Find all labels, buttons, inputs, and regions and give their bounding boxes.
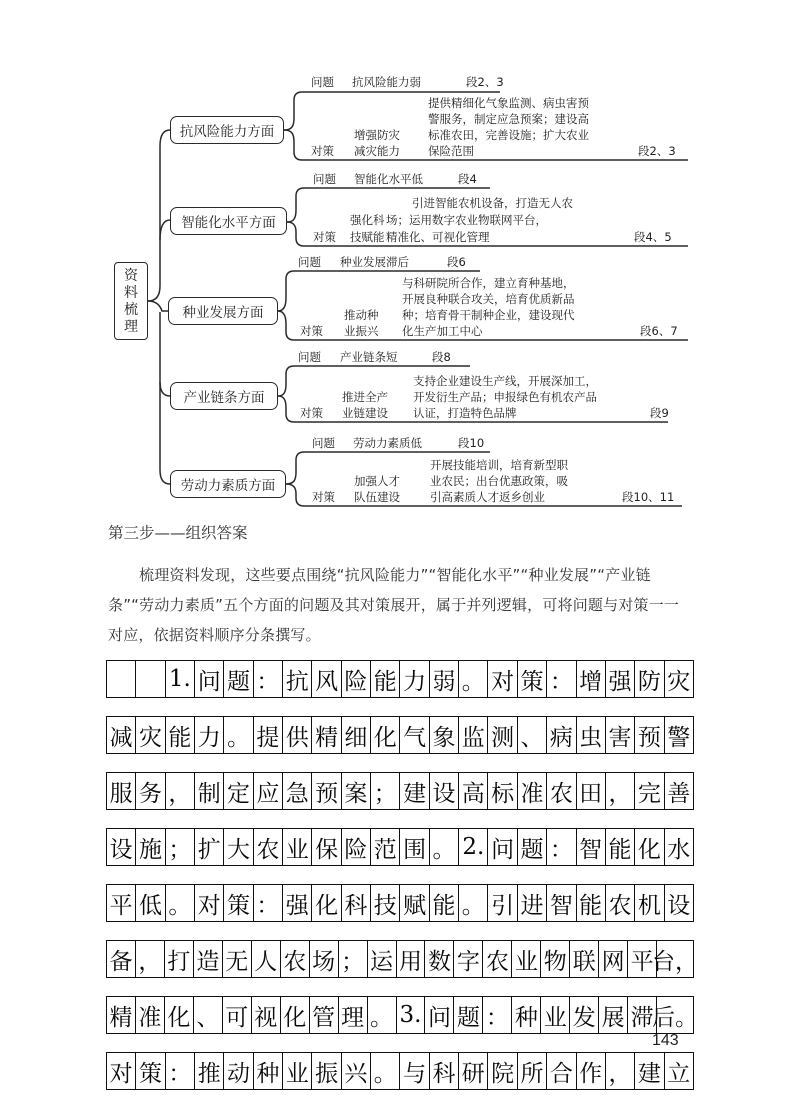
grid-cell: 化 [635, 829, 664, 865]
problem-tag-5: 问题 [312, 436, 335, 450]
measure-5-line-2: 队伍建设 [354, 490, 400, 504]
grid-cell: 台， [657, 941, 694, 977]
detail-1-line-3: 标准农田，完善设施；扩大农业 [428, 128, 589, 142]
grid-cell: 种 [254, 1053, 283, 1089]
grid-cell: 扩 [195, 829, 224, 865]
aspect-box-1: 抗风险能力方面 [170, 116, 284, 144]
grid-cell: 发 [570, 997, 599, 1033]
grid-cell: 推 [195, 1053, 224, 1089]
grid-cell: 精 [312, 717, 341, 753]
grid-cell: 智 [547, 885, 576, 921]
grid-cell: 用 [397, 941, 426, 977]
connector-root-branch-1 [148, 130, 170, 301]
grid-cell: 抗 [283, 661, 312, 697]
grid-cell: 害 [606, 717, 635, 753]
grid-cell: 化 [165, 997, 194, 1033]
grid-row [106, 996, 698, 1034]
measure-tag-1: 对策 [311, 144, 334, 158]
grid-cell: 滞 [628, 997, 657, 1033]
grid-cell: 理 [339, 997, 368, 1033]
grid-cell: 种 [512, 997, 541, 1033]
grid-cell: 备 [107, 941, 136, 977]
measure-tag-4: 对策 [300, 406, 323, 420]
grid-cell: ； [339, 941, 368, 977]
grid-cell: 题 [454, 997, 483, 1033]
grid-cell: 。 [459, 661, 488, 697]
grid-cell: 弱 [430, 661, 459, 697]
aspect-box-2: 智能化水平方面 [170, 207, 287, 235]
grid-cell: 能 [166, 717, 195, 753]
measure-tag-3: 对策 [300, 324, 323, 338]
grid-cell: 强 [606, 661, 635, 697]
aspect-box-3: 种业发展方面 [168, 297, 278, 325]
measure-1-line-2: 减灾能力 [354, 144, 400, 158]
grid-cell: 对 [488, 661, 517, 697]
grid-cell: 提 [254, 717, 283, 753]
grid-cell: 建 [400, 773, 429, 809]
problem-tag-3: 问题 [298, 255, 321, 269]
grid-cell: 业 [512, 941, 541, 977]
step-heading: 第三步——组织答案 [108, 524, 248, 542]
summary-paragraph: 梳理资料发现，这些要点围绕“抗风险能力”“智能化水平”“种业发展”“产业链条”“劳动力素质”五个方面的问题及其对策展开，属于并列逻辑，可将问题与对策一一对应，依据资料顺序分条撰写。 [108, 566, 680, 644]
grid-cell: 进 [518, 885, 547, 921]
grid-row [106, 884, 694, 922]
problem-ref-1: 段2、3 [466, 75, 504, 89]
grid-cell: 。 [166, 885, 195, 921]
grid-cell: 建 [635, 1053, 664, 1089]
detail-ref-3: 段6、7 [640, 324, 678, 338]
grid-row [106, 828, 694, 866]
grid-row [106, 660, 694, 698]
grid-cell: 能 [371, 661, 400, 697]
measure-3-line-1: 推动种 [344, 308, 379, 322]
grid-cell: 农 [547, 773, 576, 809]
grid-cell: 预 [312, 773, 341, 809]
aspect-box-5: 劳动力素质方面 [170, 470, 286, 498]
grid-cell: 展 [599, 997, 628, 1033]
grid-cell: 病 [547, 717, 576, 753]
grid-cell: 、 [518, 717, 547, 753]
grid-cell: ； [371, 773, 400, 809]
grid-cell: 业 [283, 829, 312, 865]
grid-cell: 力 [195, 717, 224, 753]
measure-2-line-2: 技赋能 [350, 230, 385, 244]
grid-cell: 精 [107, 997, 136, 1033]
grid-cell [136, 661, 165, 697]
problem-text-3: 种业发展滞后 [340, 255, 409, 269]
grid-cell: 警 [665, 717, 694, 753]
grid-cell: 科 [342, 885, 371, 921]
grid-cell: 准 [518, 773, 547, 809]
detail-5-line-1: 开展技能培训，培育新型职 [430, 458, 568, 472]
grid-cell: 数 [425, 941, 454, 977]
grid-cell: 虫 [577, 717, 606, 753]
grid-cell: 灾 [665, 661, 694, 697]
grid-row [106, 772, 694, 810]
grid-cell: 2. [459, 829, 488, 865]
grid-cell: 视 [252, 997, 281, 1033]
grid-cell: 院 [488, 1053, 517, 1089]
grid-cell: ： [254, 885, 283, 921]
detail-ref-2: 段4、5 [634, 230, 672, 244]
detail-2-line-2: 场；运用数字农业物联网平台， [386, 213, 547, 227]
grid-cell: 应 [254, 773, 283, 809]
grid-cell: 智 [577, 829, 606, 865]
grid-cell: 题 [518, 829, 547, 865]
grid-cell: 力 [400, 661, 429, 697]
grid-cell: 网 [599, 941, 628, 977]
grid-cell: 险 [342, 829, 371, 865]
grid-cell: 制 [195, 773, 224, 809]
grid-cell: 低 [136, 885, 165, 921]
detail-5-line-3: 引高素质人才返乡创业 [430, 490, 545, 504]
problem-tag-2: 问题 [313, 172, 336, 186]
problem-tag-1: 问题 [311, 75, 334, 89]
grid-cell: 作 [577, 1053, 606, 1089]
problem-ref-2: 段4 [458, 172, 477, 186]
grid-cell: ， [606, 1053, 635, 1089]
grid-cell: 与 [400, 1053, 429, 1089]
grid-cell: 所 [518, 1053, 547, 1089]
grid-row [106, 716, 694, 754]
grid-cell: 田 [577, 773, 606, 809]
grid-cell: 对 [107, 1053, 136, 1089]
detail-ref-5: 段10、11 [622, 490, 675, 504]
grid-cell: 策 [136, 1053, 165, 1089]
grid-cell: 。 [371, 1053, 400, 1089]
detail-2-line-1: 引进智能农机设备，打造无人农 [412, 196, 573, 210]
grid-cell: 化 [281, 997, 310, 1033]
problem-text-4: 产业链条短 [340, 350, 398, 364]
grid-cell: 管 [310, 997, 339, 1033]
grid-cell: 策 [224, 885, 253, 921]
grid-cell: 引 [488, 885, 517, 921]
grid-cell: 造 [194, 941, 223, 977]
grid-cell: 无 [223, 941, 252, 977]
grid-cell: ： [547, 661, 576, 697]
grid-cell: 务 [136, 773, 165, 809]
grid-cell: 立 [665, 1053, 694, 1089]
grid-cell: 农 [254, 829, 283, 865]
grid-cell: 运 [368, 941, 397, 977]
grid-cell: ， [166, 773, 195, 809]
grid-cell: 业 [541, 997, 570, 1033]
grid-cell: 高 [459, 773, 488, 809]
grid-cell: 设 [665, 885, 694, 921]
aspect-box-4: 产业链条方面 [170, 382, 278, 410]
grid-cell: 完 [635, 773, 664, 809]
grid-cell: 监 [459, 717, 488, 753]
measure-5-line-1: 加强人才 [354, 474, 400, 488]
grid-cell: 象 [430, 717, 459, 753]
grid-cell: ： [254, 661, 283, 697]
detail-4-line-1: 支持企业建设生产线，开展深加工， [413, 374, 597, 388]
grid-cell: 平 [107, 885, 136, 921]
grid-cell: 物 [541, 941, 570, 977]
grid-cell: 农 [483, 941, 512, 977]
problem-tag-4: 问题 [298, 350, 321, 364]
detail-4-line-2: 开发衍生产品；申报绿色有机农产品 [413, 390, 597, 404]
grid-cell: 合 [547, 1053, 576, 1089]
grid-cell: 机 [635, 885, 664, 921]
grid-cell: 水 [665, 829, 694, 865]
grid-cell: 业 [283, 1053, 312, 1089]
grid-cell: 细 [342, 717, 371, 753]
grid-cell: 增 [577, 661, 606, 697]
grid-cell: 振 [312, 1053, 341, 1089]
grid-cell: 案 [342, 773, 371, 809]
connector-root-branch-4 [160, 382, 170, 396]
grid-cell: 。 [368, 997, 397, 1033]
grid-cell: 施 [136, 829, 165, 865]
grid-cell: 标 [488, 773, 517, 809]
detail-3-line-2: 开展良种联合攻关，培育优质新品 [402, 292, 575, 306]
grid-cell: 字 [454, 941, 483, 977]
measure-tag-5: 对策 [312, 490, 335, 504]
grid-cell: 急 [283, 773, 312, 809]
page-number: 143 [652, 1032, 679, 1049]
grid-cell: 对 [195, 885, 224, 921]
grid-cell: 设 [107, 829, 136, 865]
grid-cell: ： [483, 997, 512, 1033]
grid-cell: 定 [224, 773, 253, 809]
measure-2-line-1: 强化科 [350, 213, 385, 227]
grid-cell: 技 [371, 885, 400, 921]
grid-cell: 范 [371, 829, 400, 865]
material-mind-map [0, 0, 800, 520]
grid-cell: 服 [107, 773, 136, 809]
connector-root-branch-2 [160, 220, 170, 240]
grid-cell: 研 [459, 1053, 488, 1089]
grid-cell: 。 [459, 885, 488, 921]
grid-cell: 联 [570, 941, 599, 977]
measure-4-line-1: 推进全产 [342, 390, 388, 404]
grid-row [106, 1052, 694, 1090]
problem-ref-3: 段6 [447, 255, 466, 269]
answer-grid [106, 660, 698, 1108]
grid-cell: 善 [665, 773, 694, 809]
grid-cell: 准 [136, 997, 165, 1033]
grid-cell: 保 [312, 829, 341, 865]
grid-row [106, 940, 698, 978]
grid-cell: 预 [635, 717, 664, 753]
grid-cell [107, 661, 136, 697]
grid-cell: 能 [606, 829, 635, 865]
grid-cell: 围 [400, 829, 429, 865]
grid-cell: 供 [283, 717, 312, 753]
grid-cell: 。 [430, 829, 459, 865]
grid-cell: 、 [194, 997, 223, 1033]
measure-tag-2: 对策 [313, 230, 336, 244]
problem-ref-5: 段10 [458, 436, 485, 450]
grid-cell: 化 [371, 717, 400, 753]
grid-cell: 灾 [136, 717, 165, 753]
grid-cell: 赋 [400, 885, 429, 921]
grid-cell: 动 [224, 1053, 253, 1089]
measure-3-line-2: 业振兴 [344, 324, 379, 338]
grid-cell: 可 [223, 997, 252, 1033]
detail-1-line-2: 警服务，制定应急预案；建设高 [428, 112, 589, 126]
grid-cell: ： [166, 1053, 195, 1089]
grid-cell: 农 [281, 941, 310, 977]
detail-ref-4: 段9 [650, 406, 669, 420]
grid-cell: 化 [312, 885, 341, 921]
grid-cell: 农 [606, 885, 635, 921]
grid-cell: 。 [224, 717, 253, 753]
detail-3-line-3: 种；培育骨干制种企业，建设现代 [402, 308, 575, 322]
grid-cell: ， [136, 941, 165, 977]
grid-cell: 问 [425, 997, 454, 1033]
grid-cell: 科 [430, 1053, 459, 1089]
grid-cell: 险 [342, 661, 371, 697]
grid-cell: 能 [430, 885, 459, 921]
grid-cell: 设 [430, 773, 459, 809]
problem-text-1: 抗风险能力弱 [352, 75, 421, 89]
grid-cell: 气 [400, 717, 429, 753]
grid-cell: 大 [224, 829, 253, 865]
grid-cell: 防 [635, 661, 664, 697]
grid-cell: 平 [628, 941, 657, 977]
grid-cell: 强 [283, 885, 312, 921]
grid-cell: 兴 [342, 1053, 371, 1089]
grid-cell: 场 [310, 941, 339, 977]
grid-cell: ； [166, 829, 195, 865]
grid-cell: 减 [107, 717, 136, 753]
grid-cell: 后。 [657, 997, 694, 1033]
grid-cell: 问 [488, 829, 517, 865]
problem-ref-4: 段8 [432, 350, 451, 364]
detail-ref-1: 段2、3 [638, 144, 676, 158]
grid-cell: 打 [165, 941, 194, 977]
grid-cell: 能 [577, 885, 606, 921]
detail-1-line-4: 保险范围 [428, 144, 474, 158]
problem-text-2: 智能化水平低 [354, 172, 423, 186]
detail-3-line-1: 与科研院所合作，建立育种基地， [402, 276, 575, 290]
grid-cell: 题 [224, 661, 253, 697]
grid-cell: 3. [397, 997, 426, 1033]
grid-cell: 1. [166, 661, 195, 697]
measure-4-line-2: 业链建设 [342, 406, 388, 420]
grid-cell: 问 [195, 661, 224, 697]
grid-cell: ， [606, 773, 635, 809]
root-node: 资 料 梳 理 [114, 262, 148, 340]
grid-cell: 测 [488, 717, 517, 753]
grid-cell: 人 [252, 941, 281, 977]
detail-4-line-3: 认证，打造特色品牌 [413, 406, 517, 420]
connector-root-branch-3 [148, 301, 168, 311]
grid-cell: ： [547, 829, 576, 865]
detail-3-line-4: 化生产加工中心 [402, 324, 483, 338]
detail-5-line-2: 业农民；出台优惠政策，吸 [430, 474, 568, 488]
connector-root-branch-5 [160, 312, 170, 484]
measure-1-line-1: 增强防灾 [354, 128, 400, 142]
grid-cell: 风 [312, 661, 341, 697]
problem-text-5: 劳动力素质低 [353, 436, 422, 450]
grid-cell: 策 [518, 661, 547, 697]
detail-2-line-3: 精准化、可视化管理 [386, 230, 490, 244]
detail-1-line-1: 提供精细化气象监测、病虫害预 [428, 96, 589, 110]
